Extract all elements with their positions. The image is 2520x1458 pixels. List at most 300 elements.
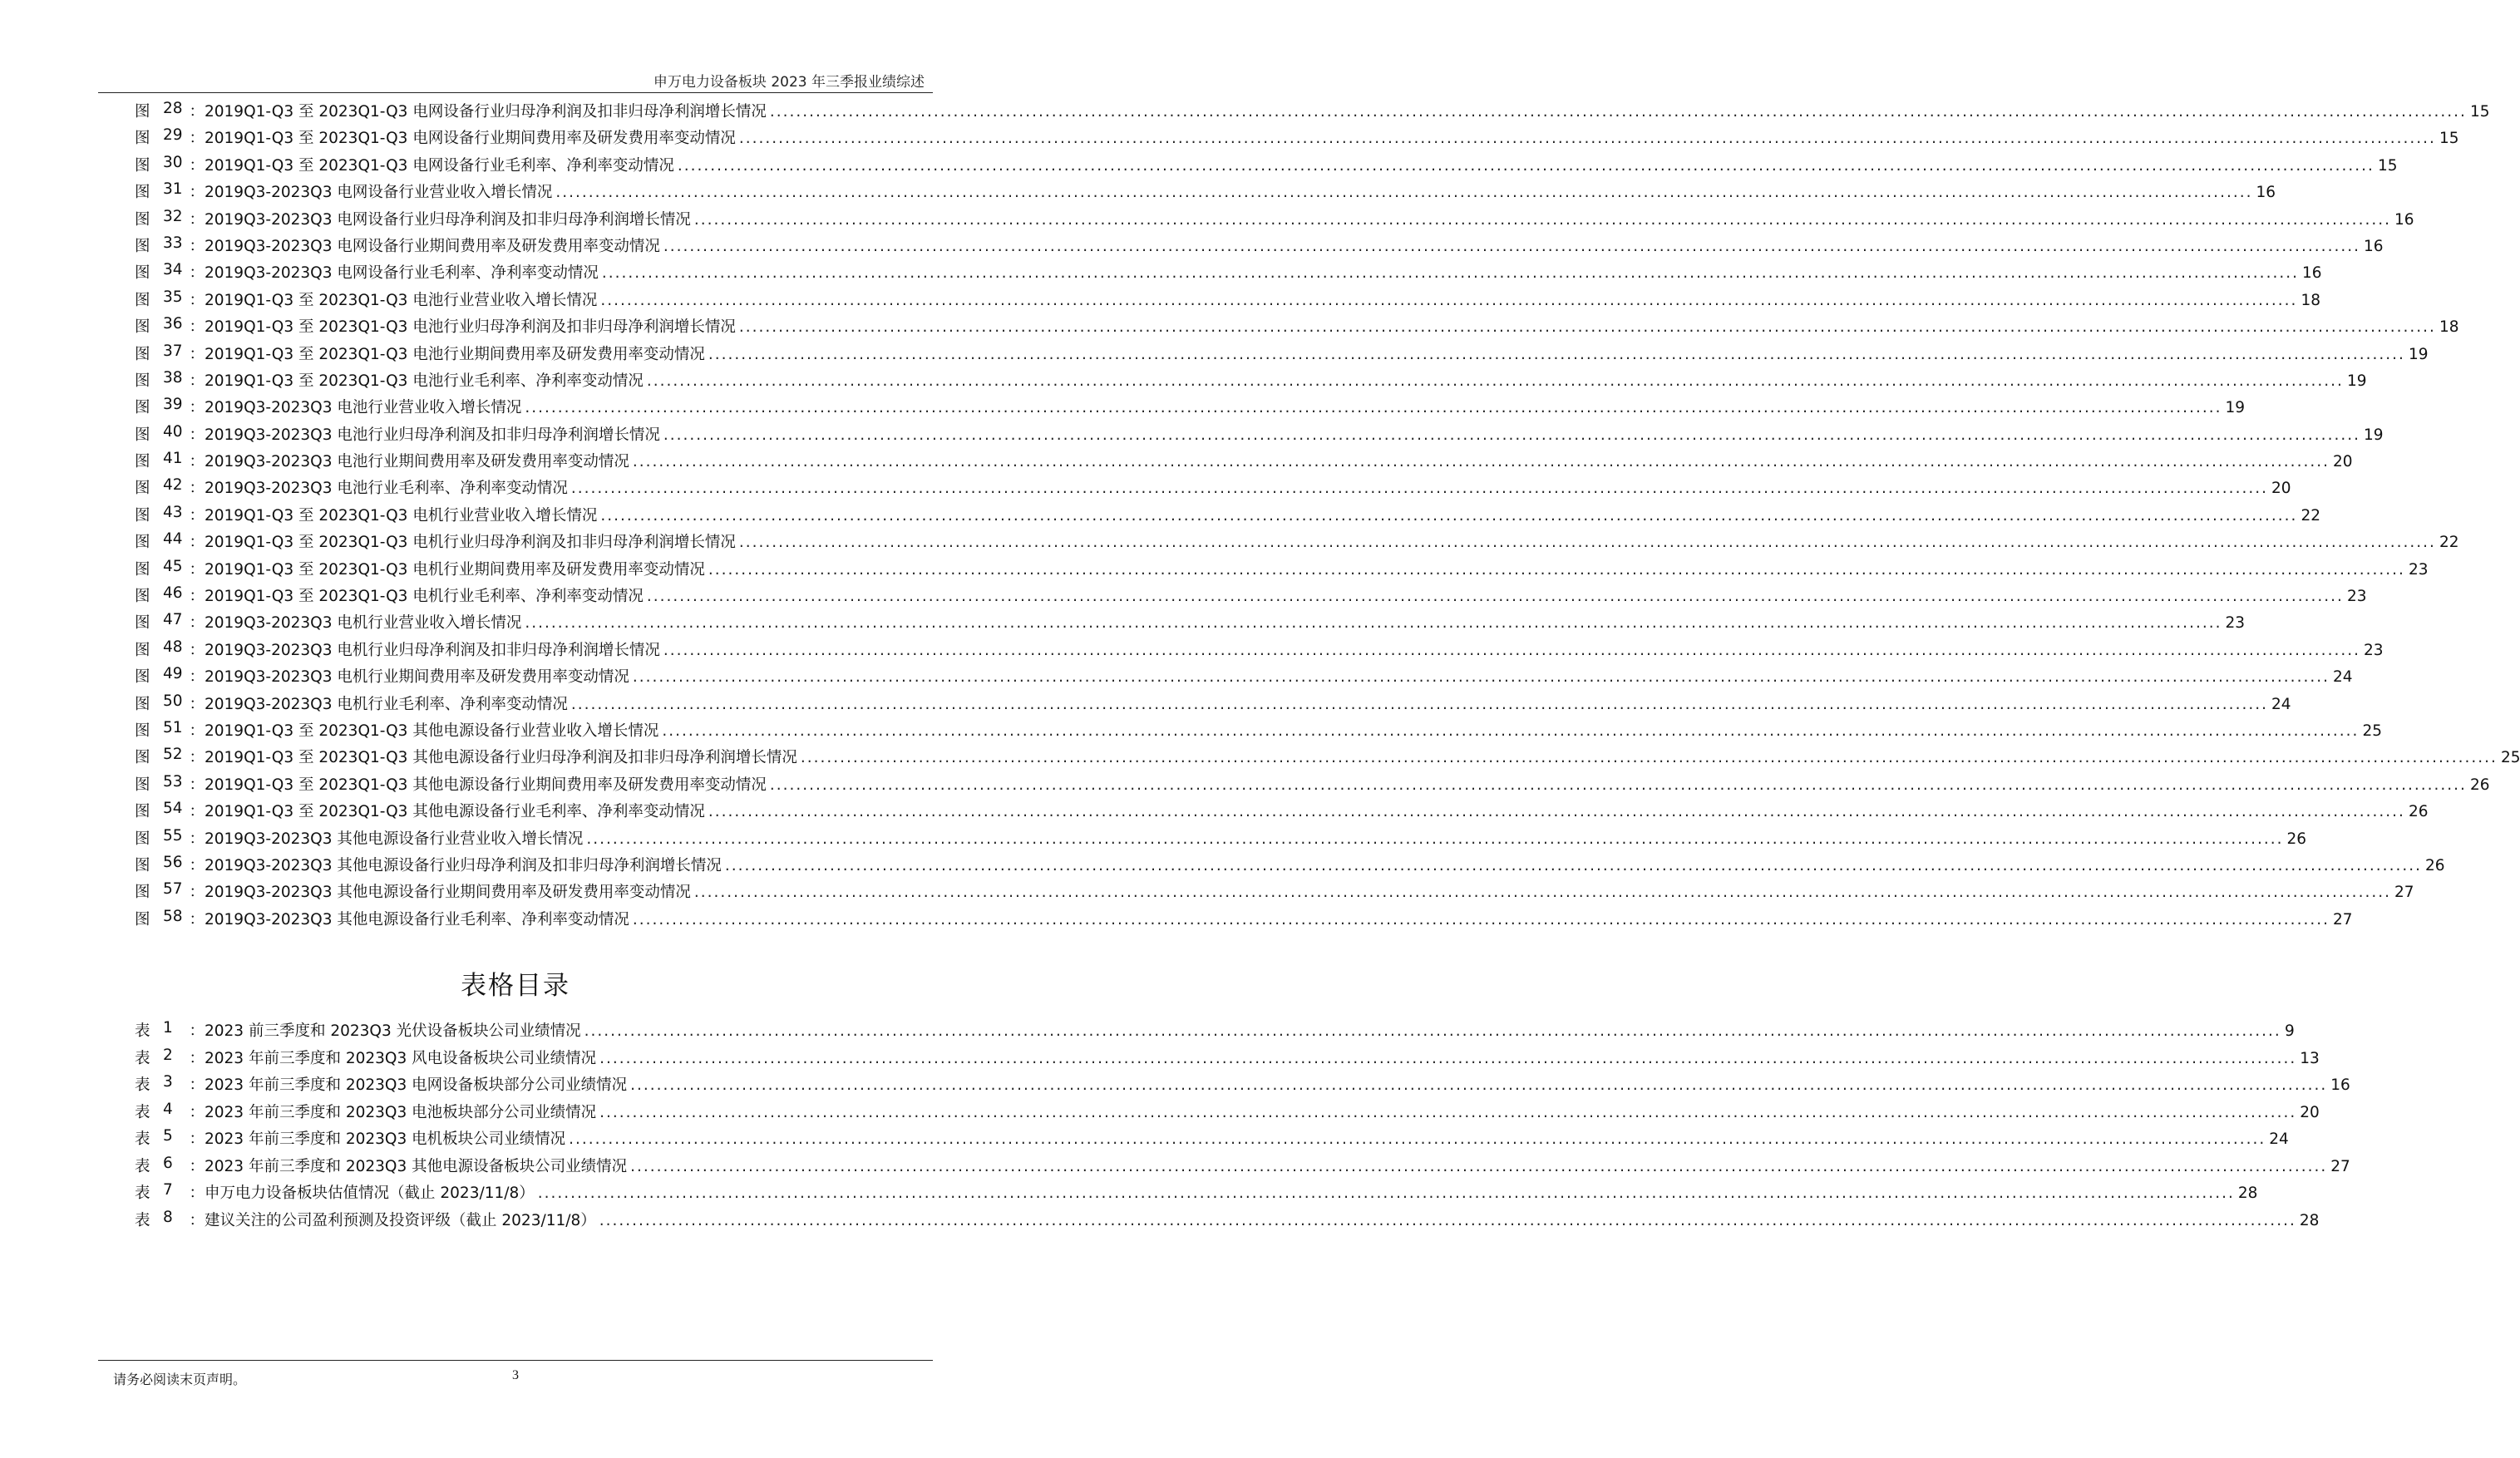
- entry-prefix: 图: [135, 426, 150, 444]
- dot-leader: [584, 1022, 2281, 1040]
- dot-leader: [663, 238, 2360, 255]
- dot-leader: [801, 749, 2498, 766]
- entry-colon: ：: [189, 1130, 205, 1148]
- dot-leader: [694, 211, 2391, 229]
- dot-leader: [708, 803, 2405, 820]
- dot-leader: [525, 399, 2222, 416]
- entry-page-number: 25: [2362, 722, 2382, 740]
- entry-colon: ：: [189, 103, 205, 121]
- dot-leader: [633, 911, 2330, 928]
- figure-toc-entry[interactable]: [135, 126, 2459, 153]
- footer-divider: [98, 1360, 933, 1361]
- entry-colon: ：: [189, 614, 205, 633]
- entry-label: [135, 154, 205, 175]
- entry-colon: ：: [189, 318, 205, 337]
- entry-number: 35: [163, 288, 183, 306]
- entry-title: 2019Q1-Q3 至 2023Q1-Q3 电池行业期间费用率及研发费用率变动情况: [205, 345, 705, 363]
- entry-title: 2019Q3-2023Q3 电网设备行业归母净利润及扣非归母净利润增长情况: [205, 210, 691, 229]
- entry-label: [135, 315, 205, 337]
- entry-prefix: 图: [135, 237, 150, 255]
- entry-prefix: 图: [135, 884, 150, 902]
- figure-list: [135, 100, 2520, 934]
- table-toc-entry[interactable]: [135, 1019, 2295, 1047]
- dot-leader: [739, 130, 2436, 147]
- entry-prefix: 图: [135, 695, 150, 713]
- entry-page-number: 15: [2469, 103, 2490, 121]
- entry-label: [135, 1181, 205, 1203]
- entry-title: 2019Q1-Q3 至 2023Q1-Q3 电机行业期间费用率及研发费用率变动情况: [205, 560, 705, 579]
- entry-page-number: 19: [2408, 345, 2429, 363]
- entry-colon: ：: [189, 668, 205, 687]
- entry-number: 47: [163, 611, 183, 629]
- entry-page-number: 20: [2332, 453, 2353, 471]
- figure-toc-entry[interactable]: [135, 288, 2320, 315]
- entry-title: 2019Q3-2023Q3 电网设备行业期间费用率及研发费用率变动情况: [205, 237, 660, 255]
- entry-page-number: 22: [2439, 534, 2459, 552]
- entry-page-number: 19: [2346, 372, 2367, 390]
- entry-colon: ：: [189, 1157, 205, 1175]
- entry-number: 3: [163, 1073, 173, 1091]
- entry-prefix: 图: [135, 722, 150, 740]
- entry-label: [135, 261, 205, 283]
- figure-toc-entry[interactable]: [135, 153, 2398, 180]
- figure-toc-entry[interactable]: [135, 180, 2276, 207]
- entry-title: 申万电力设备板块估值情况（截止 2023/11/8）: [205, 1185, 535, 1202]
- entry-page-number: 24: [2269, 1130, 2289, 1148]
- entry-number: 58: [163, 907, 183, 925]
- figure-toc-entry[interactable]: [135, 261, 2322, 288]
- entry-label: [135, 288, 205, 310]
- entry-prefix: 图: [135, 560, 150, 579]
- entry-prefix: 图: [135, 749, 150, 767]
- entry-colon: ：: [189, 695, 205, 713]
- entry-prefix: 图: [135, 776, 150, 794]
- entry-label: [135, 450, 205, 471]
- dot-leader: [633, 668, 2330, 686]
- entry-title: 2019Q3-2023Q3 电网设备行业毛利率、净利率变动情况: [205, 264, 599, 283]
- entry-label: [135, 1155, 205, 1176]
- entry-prefix: 表: [135, 1130, 150, 1148]
- entry-page-number: 27: [2394, 884, 2414, 902]
- entry-number: 43: [163, 503, 183, 521]
- entry-label: [135, 1047, 205, 1068]
- entry-prefix: 图: [135, 641, 150, 659]
- entry-colon: ：: [189, 803, 205, 821]
- entry-prefix: 图: [135, 480, 150, 498]
- entry-prefix: 表: [135, 1022, 150, 1040]
- entry-page-number: 26: [2408, 803, 2429, 821]
- entry-label: [135, 396, 205, 417]
- entry-label: [135, 880, 205, 902]
- entry-page-number: 26: [2424, 856, 2445, 874]
- entry-page-number: 16: [2363, 237, 2384, 255]
- dot-leader: [694, 884, 2391, 901]
- entry-page-number: 23: [2408, 560, 2429, 579]
- figure-toc-entry[interactable]: [135, 503, 2320, 530]
- entry-label: [135, 126, 205, 148]
- entry-title: 2019Q3-2023Q3 其他电源设备行业营业收入增长情况: [205, 830, 584, 848]
- entry-colon: ：: [189, 130, 205, 148]
- entry-colon: ：: [189, 560, 205, 579]
- dot-leader: [599, 1104, 2296, 1121]
- figure-toc-entry[interactable]: [135, 557, 2429, 584]
- entry-number: 52: [163, 746, 183, 764]
- dot-leader: [770, 776, 2467, 794]
- entry-colon: ：: [189, 399, 205, 417]
- entry-number: 45: [163, 557, 183, 575]
- entry-title: 2023 年前三季度和 2023Q3 电池板块部分公司业绩情况: [205, 1103, 597, 1121]
- entry-title: 2023 年前三季度和 2023Q3 风电设备板块公司业绩情况: [205, 1049, 597, 1067]
- entry-label: [135, 854, 205, 875]
- entry-prefix: 图: [135, 372, 150, 390]
- entry-number: 46: [163, 584, 183, 603]
- dot-leader: [662, 722, 2359, 740]
- entry-label: [135, 746, 205, 767]
- entry-colon: ：: [189, 1185, 205, 1202]
- dot-leader: [630, 1076, 2327, 1094]
- entry-prefix: 图: [135, 399, 150, 417]
- entry-number: 49: [163, 665, 183, 683]
- entry-number: 31: [163, 180, 183, 199]
- entry-prefix: 图: [135, 910, 150, 928]
- entry-prefix: 图: [135, 156, 150, 175]
- figure-toc-entry[interactable]: [135, 772, 2490, 800]
- entry-title: 2019Q3-2023Q3 电池行业期间费用率及研发费用率变动情况: [205, 453, 629, 471]
- figure-toc-entry[interactable]: [135, 584, 2367, 611]
- footer-disclaimer: 请务必阅读末页声明。: [113, 1372, 247, 1387]
- entry-colon: ：: [189, 856, 205, 874]
- entry-title: 2019Q1-Q3 至 2023Q1-Q3 电网设备行业毛利率、净利率变动情况: [205, 156, 674, 175]
- entry-number: 6: [163, 1154, 173, 1172]
- dot-leader: [571, 696, 2268, 713]
- entry-label: [135, 476, 205, 498]
- entry-prefix: 图: [135, 264, 150, 283]
- entry-label: [135, 558, 205, 579]
- entry-page-number: 18: [2439, 318, 2459, 337]
- entry-title: 2019Q1-Q3 至 2023Q1-Q3 电池行业归母净利润及扣非归母净利润增长情况: [205, 318, 736, 337]
- entry-label: [135, 208, 205, 229]
- figure-toc-entry[interactable]: [135, 611, 2246, 638]
- entry-label: [135, 1101, 205, 1122]
- entry-page-number: 23: [2346, 588, 2367, 606]
- dot-leader: [647, 588, 2344, 605]
- entry-page-number: 13: [2300, 1049, 2320, 1067]
- entry-number: 37: [163, 342, 183, 360]
- entry-page-number: 23: [2363, 641, 2384, 659]
- entry-page-number: 15: [2377, 156, 2398, 175]
- entry-colon: ：: [189, 884, 205, 902]
- entry-prefix: 图: [135, 184, 150, 202]
- figure-toc-entry[interactable]: [135, 450, 2353, 476]
- entry-label: [135, 1127, 205, 1149]
- entry-number: 5: [163, 1127, 173, 1145]
- entry-colon: ：: [189, 1049, 205, 1067]
- entry-page-number: 28: [2299, 1211, 2320, 1229]
- entry-colon: ：: [189, 1211, 205, 1229]
- entry-page-number: 22: [2301, 506, 2320, 525]
- entry-title: 建议关注的公司盈利预测及投资评级（截止 2023/11/8）: [205, 1211, 596, 1229]
- entry-colon: ：: [189, 588, 205, 606]
- entry-title: 2019Q1-Q3 至 2023Q1-Q3 电网设备行业归母净利润及扣非归母净利润增长情况: [205, 103, 767, 121]
- dot-leader: [647, 372, 2344, 390]
- entry-title: 2023 年前三季度和 2023Q3 电机板块公司业绩情况: [205, 1130, 566, 1148]
- entry-label: [135, 773, 205, 795]
- entry-number: 38: [163, 368, 183, 387]
- dot-leader: [708, 346, 2405, 363]
- entry-page-number: 26: [2286, 830, 2307, 848]
- dot-leader: [525, 614, 2222, 632]
- entry-colon: ：: [189, 1022, 205, 1040]
- entry-number: 51: [163, 718, 183, 736]
- dot-leader: [725, 857, 2422, 874]
- entry-colon: ：: [189, 910, 205, 928]
- entry-label: [135, 1019, 205, 1041]
- dot-leader: [599, 1212, 2296, 1229]
- page-number: 3: [512, 1368, 519, 1382]
- figure-toc-entry[interactable]: [135, 342, 2429, 369]
- entry-title: 2019Q3-2023Q3 电机行业毛利率、净利率变动情况: [205, 695, 568, 713]
- entry-colon: ：: [189, 1076, 205, 1094]
- dot-leader: [678, 157, 2375, 175]
- entry-label: [135, 827, 205, 849]
- entry-page-number: 16: [2330, 1076, 2350, 1094]
- entry-prefix: 表: [135, 1211, 150, 1229]
- entry-colon: ：: [189, 749, 205, 767]
- entry-label: [135, 1209, 205, 1230]
- entry-label: [135, 504, 205, 525]
- figure-toc-entry[interactable]: [135, 638, 2384, 665]
- entry-number: 39: [163, 396, 183, 414]
- figure-toc-entry[interactable]: [135, 207, 2414, 234]
- entry-page-number: 27: [2330, 1157, 2350, 1175]
- entry-page-number: 28: [2237, 1185, 2258, 1202]
- entry-label: [135, 100, 205, 121]
- entry-colon: ：: [189, 776, 205, 794]
- entry-prefix: 图: [135, 453, 150, 471]
- entry-title: 2019Q1-Q3 至 2023Q1-Q3 电机行业归母净利润及扣非归母净利润增长情况: [205, 534, 736, 552]
- figure-toc-entry[interactable]: [135, 800, 2429, 826]
- figure-toc-entry[interactable]: [135, 396, 2246, 422]
- entry-prefix: 表: [135, 1049, 150, 1067]
- entry-title: 2019Q3-2023Q3 电池行业归母净利润及扣非归母净利润增长情况: [205, 426, 660, 444]
- entry-label: [135, 611, 205, 633]
- entry-title: 2019Q1-Q3 至 2023Q1-Q3 其他电源设备行业期间费用率及研发费用率变动情况: [205, 776, 767, 794]
- entry-number: 28: [163, 100, 183, 117]
- entry-label: [135, 692, 205, 714]
- entry-number: 2: [163, 1046, 173, 1064]
- entry-title: 2019Q3-2023Q3 电网设备行业营业收入增长情况: [205, 184, 553, 202]
- entry-prefix: 图: [135, 856, 150, 874]
- entry-number: 30: [163, 153, 183, 171]
- entry-number: 48: [163, 638, 183, 656]
- entry-colon: ：: [189, 453, 205, 471]
- entry-prefix: 图: [135, 103, 150, 121]
- dot-leader: [739, 318, 2436, 336]
- entry-title: 2019Q1-Q3 至 2023Q1-Q3 其他电源设备行业毛利率、净利率变动情况: [205, 803, 705, 821]
- entry-page-number: 19: [2225, 399, 2246, 417]
- entry-title: 2019Q3-2023Q3 电池行业毛利率、净利率变动情况: [205, 480, 568, 498]
- entry-number: 29: [163, 126, 183, 145]
- dot-leader: [586, 830, 2283, 848]
- entry-number: 36: [163, 315, 183, 333]
- dot-leader: [555, 184, 2252, 201]
- entry-colon: ：: [189, 184, 205, 202]
- figure-toc-entry[interactable]: [135, 422, 2384, 450]
- entry-number: 44: [163, 530, 183, 549]
- page-header-title: 申万电力设备板块 2023 年三季报业绩综述: [653, 74, 925, 91]
- entry-title: 2023 前三季度和 2023Q3 光伏设备板块公司业绩情况: [205, 1022, 581, 1040]
- dot-leader: [602, 264, 2299, 282]
- entry-page-number: 9: [2284, 1022, 2295, 1040]
- entry-colon: ：: [189, 345, 205, 363]
- entry-prefix: 图: [135, 345, 150, 363]
- entry-colon: ：: [189, 372, 205, 390]
- entry-prefix: 图: [135, 291, 150, 309]
- entry-page-number: 27: [2332, 910, 2353, 928]
- entry-title: 2019Q1-Q3 至 2023Q1-Q3 电池行业毛利率、净利率变动情况: [205, 372, 644, 390]
- table-toc-entry[interactable]: [135, 1208, 2320, 1236]
- entry-title: 2019Q1-Q3 至 2023Q1-Q3 其他电源设备行业营业收入增长情况: [205, 722, 659, 740]
- table-toc-entry[interactable]: [135, 1127, 2289, 1155]
- entry-page-number: 15: [2439, 130, 2459, 148]
- entry-number: 33: [163, 234, 183, 252]
- figure-toc-entry[interactable]: [135, 880, 2414, 907]
- entry-prefix: 图: [135, 210, 150, 229]
- entry-page-number: 24: [2332, 668, 2353, 687]
- figure-toc-entry[interactable]: [135, 746, 2520, 772]
- entry-page-number: 24: [2271, 695, 2291, 713]
- header-divider: [98, 92, 933, 93]
- figure-toc-entry[interactable]: [135, 315, 2459, 342]
- entry-label: [135, 342, 205, 364]
- entry-number: 34: [163, 261, 183, 279]
- entry-page-number: 20: [2271, 480, 2291, 498]
- dot-leader: [630, 1158, 2327, 1175]
- entry-title: 2019Q3-2023Q3 其他电源设备行业归母净利润及扣非归母净利润增长情况: [205, 856, 722, 874]
- entry-label: [135, 638, 205, 660]
- table-list: [135, 1019, 2350, 1235]
- entry-title: 2019Q1-Q3 至 2023Q1-Q3 电机行业营业收入增长情况: [205, 506, 598, 525]
- tables-section-title: 表格目录: [461, 971, 570, 1001]
- entry-label: [135, 530, 205, 552]
- entry-page-number: 23: [2225, 614, 2246, 633]
- dot-leader: [708, 561, 2405, 579]
- entry-prefix: 图: [135, 534, 150, 552]
- entry-title: 2019Q1-Q3 至 2023Q1-Q3 电机行业毛利率、净利率变动情况: [205, 588, 644, 606]
- entry-title: 2019Q3-2023Q3 电机行业期间费用率及研发费用率变动情况: [205, 668, 629, 687]
- dot-leader: [599, 1050, 2296, 1067]
- entry-number: 32: [163, 207, 183, 225]
- entry-label: [135, 1073, 205, 1095]
- table-toc-entry[interactable]: [135, 1100, 2320, 1128]
- entry-colon: ：: [189, 480, 205, 498]
- entry-title: 2019Q1-Q3 至 2023Q1-Q3 电池行业营业收入增长情况: [205, 291, 598, 309]
- entry-colon: ：: [189, 426, 205, 444]
- figure-toc-entry[interactable]: [135, 100, 2490, 126]
- table-toc-entry[interactable]: [135, 1073, 2350, 1101]
- figure-toc-entry[interactable]: [135, 665, 2353, 692]
- entry-number: 53: [163, 772, 183, 791]
- entry-colon: ：: [189, 264, 205, 283]
- entry-number: 8: [163, 1208, 173, 1226]
- figure-toc-entry[interactable]: [135, 476, 2291, 503]
- entry-prefix: 表: [135, 1185, 150, 1202]
- entry-prefix: 表: [135, 1103, 150, 1121]
- table-toc-entry[interactable]: [135, 1154, 2350, 1182]
- dot-leader: [739, 534, 2436, 551]
- dot-leader: [663, 642, 2360, 659]
- entry-prefix: 表: [135, 1076, 150, 1094]
- figure-toc-entry[interactable]: [135, 692, 2291, 719]
- entry-number: 42: [163, 476, 183, 495]
- entry-page-number: 16: [2301, 264, 2322, 283]
- entry-label: [135, 584, 205, 606]
- entry-prefix: 图: [135, 506, 150, 525]
- figure-toc-entry[interactable]: [135, 234, 2384, 261]
- table-toc-entry[interactable]: [135, 1046, 2320, 1074]
- entry-label: [135, 369, 205, 391]
- dot-leader: [571, 480, 2268, 497]
- entry-number: 41: [163, 450, 183, 468]
- entry-label: [135, 719, 205, 741]
- dot-leader: [600, 292, 2297, 309]
- entry-title: 2019Q3-2023Q3 电池行业营业收入增长情况: [205, 399, 522, 417]
- entry-title: 2019Q3-2023Q3 电机行业归母净利润及扣非归母净利润增长情况: [205, 641, 660, 659]
- entry-colon: ：: [189, 210, 205, 229]
- figure-toc-entry[interactable]: [135, 826, 2307, 854]
- figure-toc-entry[interactable]: [135, 368, 2367, 396]
- entry-prefix: 图: [135, 318, 150, 337]
- entry-title: 2019Q3-2023Q3 其他电源设备行业毛利率、净利率变动情况: [205, 910, 629, 928]
- entry-prefix: 表: [135, 1157, 150, 1175]
- entry-title: 2019Q3-2023Q3 电机行业营业收入增长情况: [205, 614, 522, 633]
- entry-number: 40: [163, 422, 183, 441]
- table-toc-entry[interactable]: [135, 1181, 2258, 1209]
- figure-toc-entry[interactable]: [135, 853, 2445, 880]
- figure-toc-entry[interactable]: [135, 718, 2382, 746]
- entry-colon: ：: [189, 1103, 205, 1121]
- entry-title: 2023 年前三季度和 2023Q3 其他电源设备板块公司业绩情况: [205, 1157, 628, 1175]
- entry-page-number: 19: [2363, 426, 2384, 444]
- entry-prefix: 图: [135, 668, 150, 687]
- entry-title: 2019Q1-Q3 至 2023Q1-Q3 其他电源设备行业归母净利润及扣非归母净利润增长情况: [205, 749, 797, 767]
- entry-label: [135, 180, 205, 202]
- entry-page-number: 16: [2394, 210, 2414, 229]
- dot-leader: [569, 1130, 2266, 1148]
- entry-number: 4: [163, 1100, 173, 1118]
- entry-colon: ：: [189, 534, 205, 552]
- entry-number: 7: [163, 1181, 173, 1199]
- entry-prefix: 图: [135, 830, 150, 848]
- entry-prefix: 图: [135, 614, 150, 633]
- entry-page-number: 18: [2301, 291, 2320, 309]
- entry-colon: ：: [189, 641, 205, 659]
- figure-toc-entry[interactable]: [135, 907, 2353, 934]
- entry-colon: ：: [189, 237, 205, 255]
- entry-label: [135, 665, 205, 687]
- dot-leader: [770, 103, 2467, 121]
- entry-label: [135, 423, 205, 445]
- figure-toc-entry[interactable]: [135, 530, 2459, 557]
- entry-prefix: 图: [135, 130, 150, 148]
- dot-leader: [600, 507, 2297, 525]
- entry-prefix: 图: [135, 588, 150, 606]
- entry-colon: ：: [189, 291, 205, 309]
- entry-page-number: 16: [2256, 184, 2276, 202]
- entry-label: [135, 908, 205, 929]
- entry-number: 1: [163, 1019, 173, 1037]
- entry-colon: ：: [189, 830, 205, 848]
